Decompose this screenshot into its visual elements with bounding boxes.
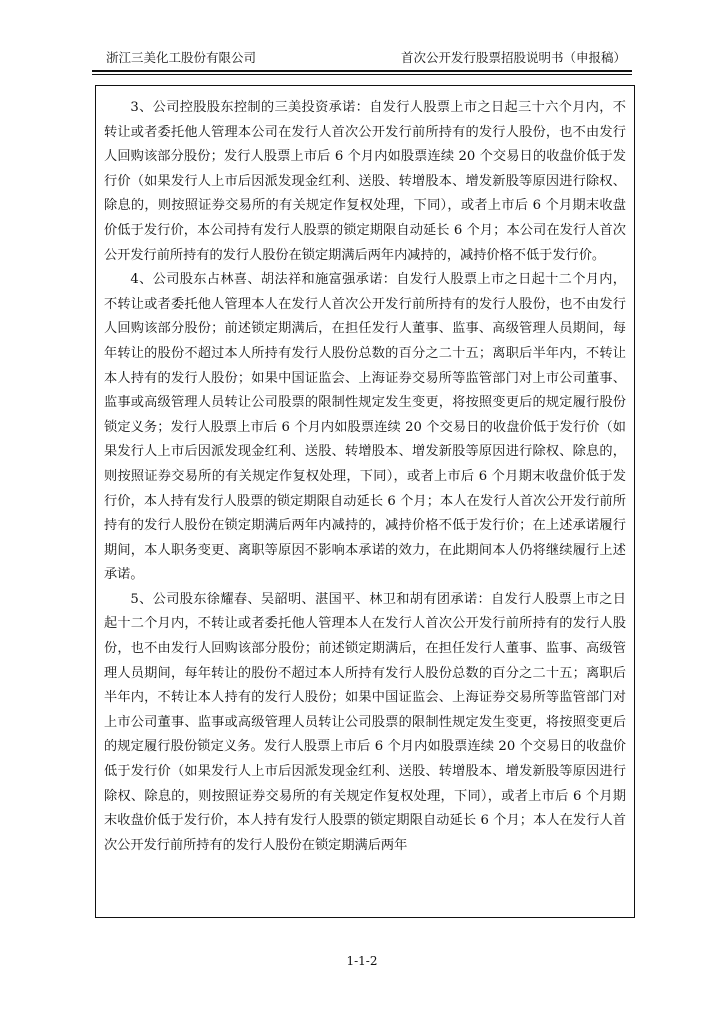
paragraph-commitment-3: 3、公司控股股东控制的三美投资承诺：自发行人股票上市之日起三十六个月内，不转让或者委托他人管理本公司在发行人首次公开发行前所持有的发行人股份，也不由发行人回购该部分股份；发行人股票上市后 6 个月内如股票连续 20 个交易日的收盘价低于发行价（如果发行人上市后因派发现金红利、送股、转增股本、增发新股等原因进行除权、除息的，则按照证券交易所的有关规定作复权处理，下同），或者上市后 6 个月期末收盘价低于发行价，本公司持有发行人股票的锁定期限自动延长 6 个月；本公司在发行人首次公开发行前所持有的发行人股份在锁定期满后两年内减持的，减持价格不低于发行价。 bbox=[104, 100, 626, 263]
paragraph-commitment-5: 5、公司股东徐耀春、吴韶明、湛国平、林卫和胡有团承诺：自发行人股票上市之日起十二个月内，不转让或者委托他人管理本人在发行人首次公开发行前所持有的发行人股份，也不由发行人回购该部分股份；前述锁定期满后，在担任发行人董事、监事、高级管理人员期间，每年转让的股份不超过本人所持有发行人股份总数的百分之二十五；离职后半年内，不转让本人持有的发行人股份；如果中国证监会、上海证券交易所等监管部门对上市公司董事、监事或高级管理人员转让公司股票的限制性规定发生变更，将按照变更后的规定履行股份锁定义务。发行人股票上市后 6 个月内如股票连续 20 个交易日的收盘价低于发行价（如果发行人上市后因派发现金红利、送股、转增股本、增发新股等原因进行除权、除息的，则按照证券交易所的有关规定作复权处理，下同），或者上市后 6 个月期末收盘价低于发行价，本人持有发行人股票的锁定期限自动延长 6 个月；本人在发行人首次公开发行前所持有的发行人股份在锁定期满后两年 bbox=[104, 591, 626, 853]
page-number: 1-1-2 bbox=[346, 954, 378, 968]
header-divider-thick bbox=[92, 70, 632, 72]
page-header bbox=[92, 48, 632, 68]
document-title: 首次公开发行股票招股说明书（申报稿） bbox=[400, 50, 626, 65]
company-name: 浙江三美化工股份有限公司 bbox=[106, 50, 257, 65]
content-box bbox=[95, 85, 635, 918]
paragraph-commitment-4: 4、公司股东占林喜、胡法祥和施富强承诺：自发行人股票上市之日起十二个月内，不转让或者委托他人管理本人在发行人首次公开发行前所持有的发行人股份，也不由发行人回购该部分股份；前述锁定期满后，在担任发行人董事、监事、高级管理人员期间，每年转让的股份不超过本人所持有发行人股份总数的百分之二十五；离职后半年内，不转让本人持有的发行人股份；如果中国证监会、上海证券交易所等监管部门对上市公司董事、监事或高级管理人员转让公司股票的限制性规定发生变更，将按照变更后的规定履行股份锁定义务；发行人股票上市后 6 个月内如股票连续 20 个交易日的收盘价低于发行价（如果发行人上市后因派发现金红利、送股、转增股本、增发新股等原因进行除权、除息的，则按照证券交易所的有关规定作复权处理，下同），或者上市后 6 个月期末收盘价低于发行价，本人持有发行人股票的锁定期限自动延长 6 个月；本人在发行人首次公开发行前所持有的发行人股份在锁定期满后两年内减持的，减持价格不低于发行价；在上述承诺履行期间，本人职务变更、离职等原因不影响本承诺的效力，在此期间本人仍将继续履行上述承诺。 bbox=[104, 272, 626, 583]
header-divider-thin bbox=[92, 74, 632, 75]
